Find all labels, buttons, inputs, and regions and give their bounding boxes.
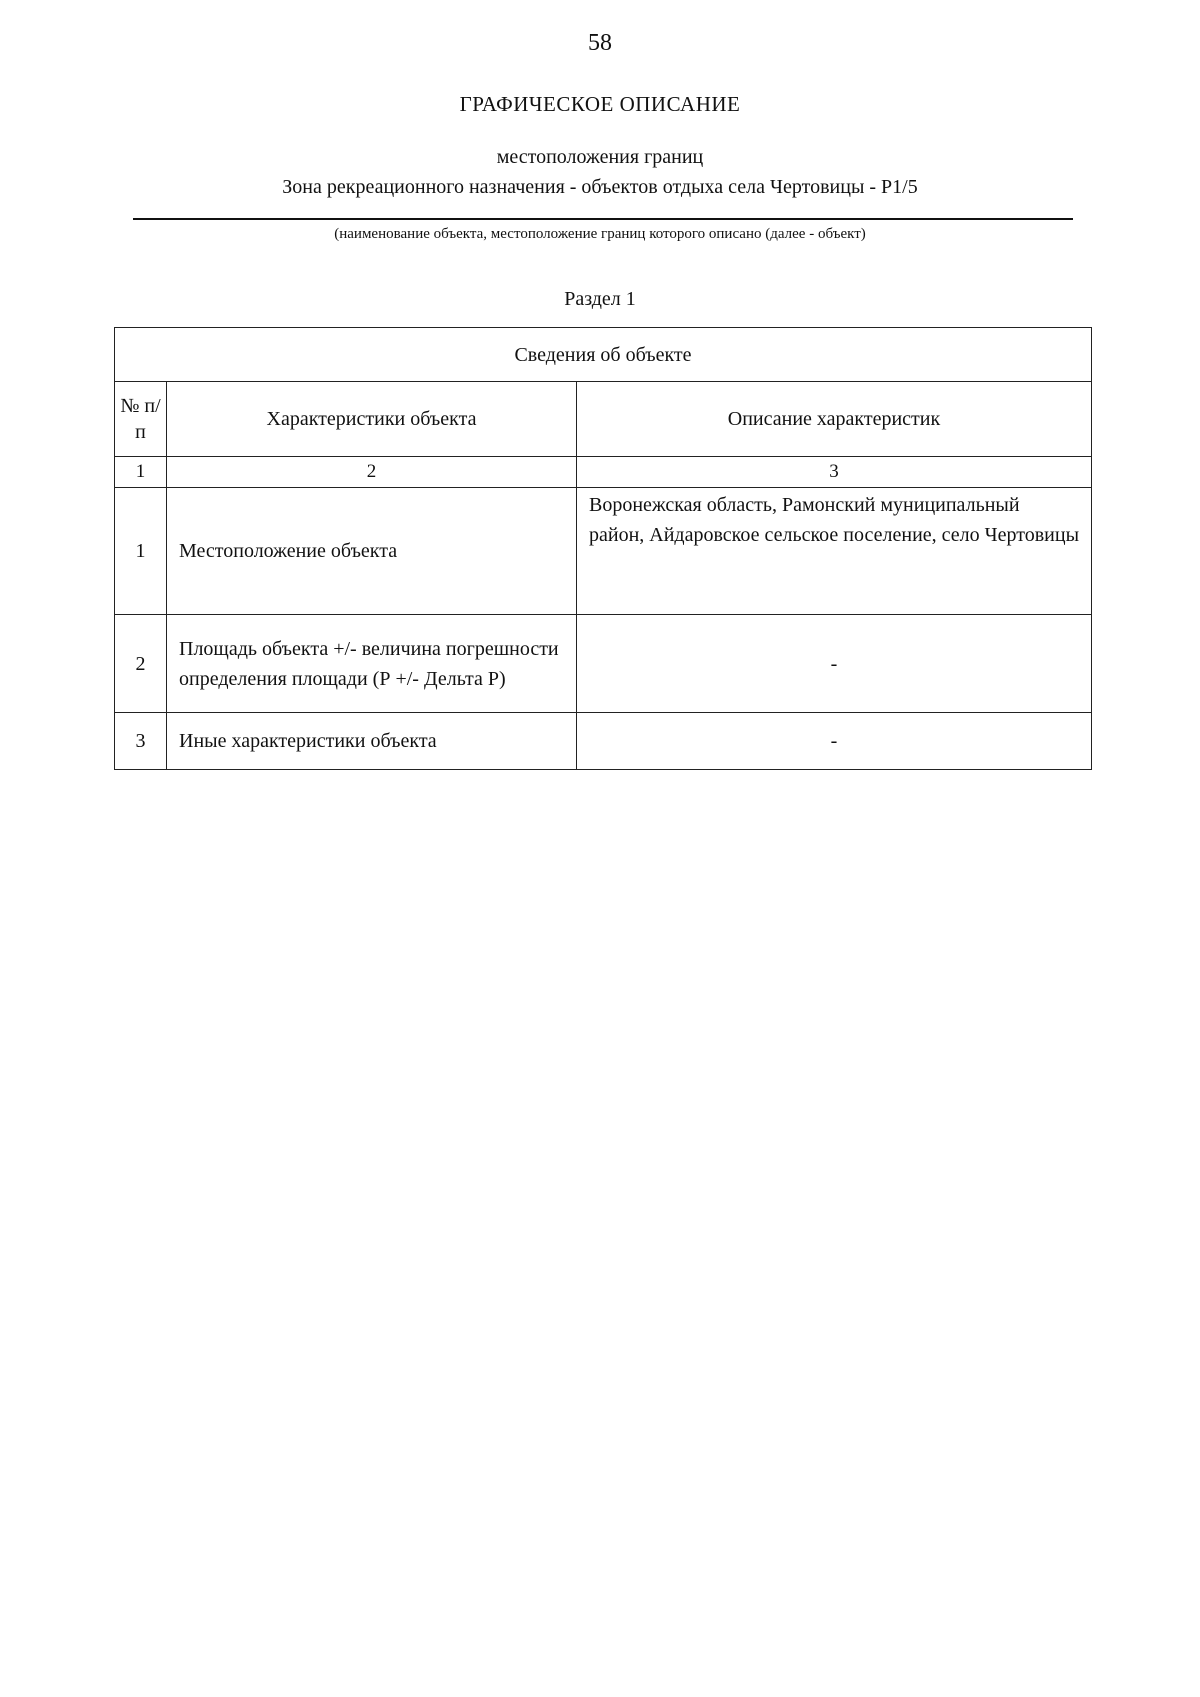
object-name-underline xyxy=(133,218,1073,220)
row-number: 3 xyxy=(115,713,167,770)
column-index-cell: 3 xyxy=(577,457,1092,488)
column-index-row xyxy=(115,457,1092,488)
object-caption: (наименование объекта, местоположение границ которого описано (далее - объект) xyxy=(334,226,866,242)
column-index-cell: 2 xyxy=(167,457,577,488)
row-characteristic: Площадь объекта +/- величина погрешности определения площади (Р +/- Дельта Р) xyxy=(167,615,577,713)
table-caption-row xyxy=(115,328,1092,382)
document-subtitle: местоположения границ xyxy=(496,146,704,168)
header-description: Описание характеристик xyxy=(577,382,1092,457)
table-row xyxy=(115,713,1092,770)
section-title: Раздел 1 xyxy=(564,288,636,310)
table-row xyxy=(115,488,1092,615)
object-name: Зона рекреационного назначения - объектов отдыха села Чертовицы - Р1/5 xyxy=(282,176,918,198)
table-header-row xyxy=(115,382,1092,457)
row-description: Воронежская область, Рамонский муниципальный район, Айдаровское сельское поселение, село Чертовицы xyxy=(577,488,1092,615)
page-number: 58 xyxy=(588,30,612,56)
row-description: - xyxy=(577,713,1092,770)
header-no: № п/п xyxy=(115,382,167,457)
row-description: - xyxy=(577,615,1092,713)
column-index-cell: 1 xyxy=(115,457,167,488)
document-title: ГРАФИЧЕСКОЕ ОПИСАНИЕ xyxy=(459,92,741,116)
header-characteristics: Характеристики объекта xyxy=(167,382,577,457)
row-characteristic: Иные характеристики объекта xyxy=(167,713,577,770)
row-number: 2 xyxy=(115,615,167,713)
table-caption: Сведения об объекте xyxy=(115,328,1092,382)
table-row xyxy=(115,615,1092,713)
row-number: 1 xyxy=(115,488,167,615)
object-info-table xyxy=(114,327,1092,770)
row-characteristic: Местоположение объекта xyxy=(167,488,577,615)
